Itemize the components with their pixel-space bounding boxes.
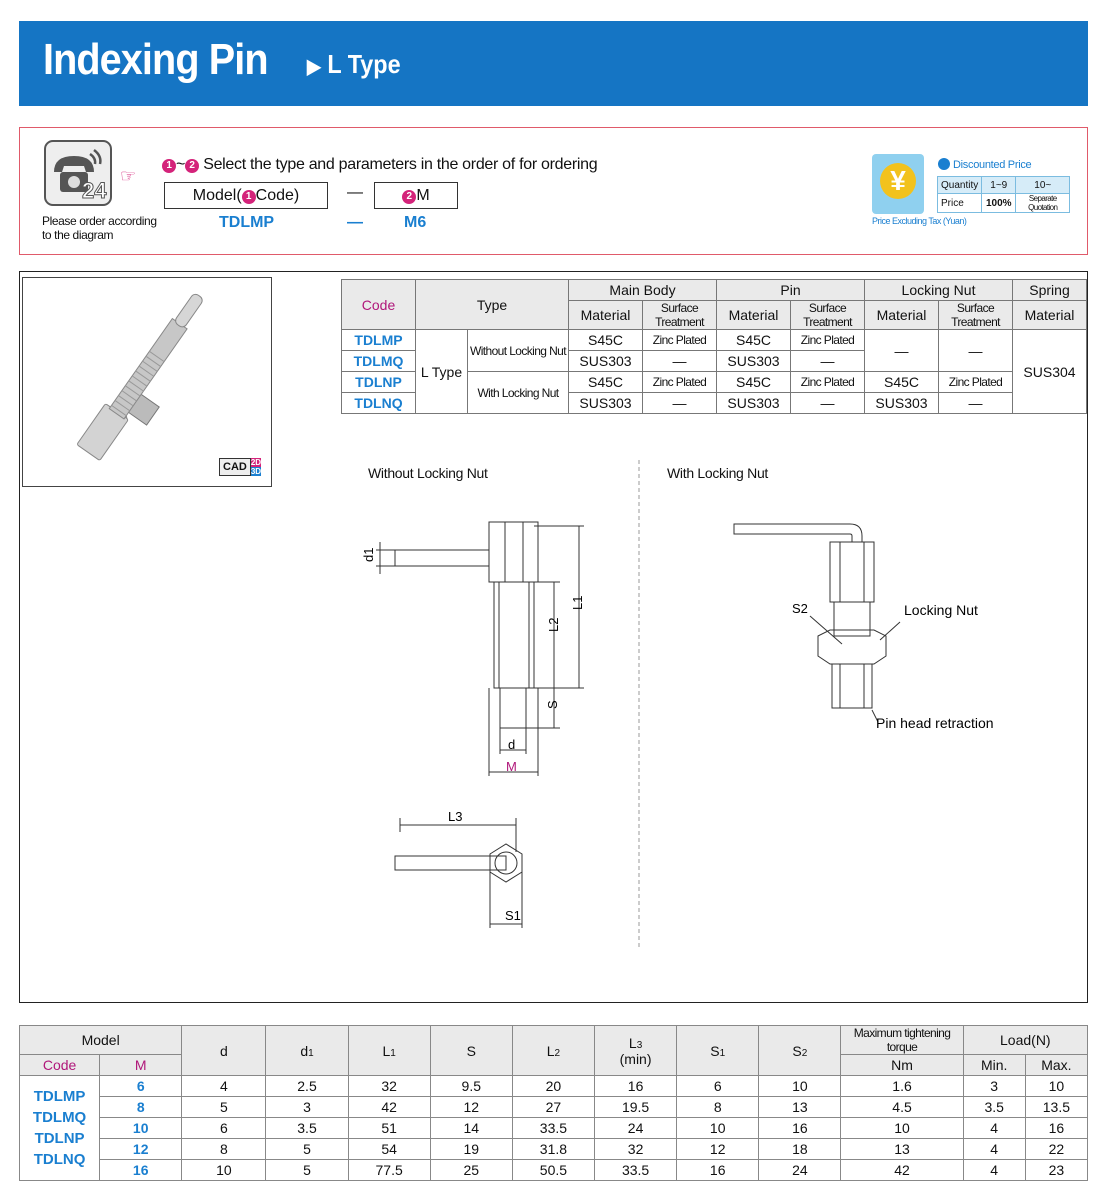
- example-param: M6: [404, 214, 427, 231]
- example-dash: —: [347, 214, 363, 231]
- L1-label: L1: [570, 595, 585, 610]
- cad-badge: CAD 2D 3D: [219, 458, 261, 476]
- phone-24-icon: [44, 140, 112, 206]
- dot-icon: [938, 158, 950, 170]
- page-title: Indexing Pin: [43, 35, 268, 84]
- example-code: TDLMP: [219, 214, 275, 231]
- triangle-icon: ▶: [307, 56, 321, 78]
- order-note: Please order according to the diagram: [42, 214, 157, 242]
- separator-dash: —: [347, 184, 363, 201]
- yen-icon: ¥: [872, 154, 924, 214]
- M-label: M: [506, 759, 517, 774]
- ordering-panel: [19, 127, 1088, 255]
- pin-head-label: Pin head retraction: [876, 715, 994, 731]
- spec-table: Code Type Main Body Pin Locking Nut Spring Material Surface Treatment Material Surface Treatment Material Surface Treatment Material TDLMP L Type Without Locking Nut S45C Zinc Plated S45C Zinc Plated — — SUS304 TDLMQ SUS303 — SUS303 — TDLNP With Locking Nut S45C Zinc Plated S45C Zinc Plated S45C Zinc Plated TDLNQ SUS303 — SUS303 — SUS303 —: [341, 279, 1087, 414]
- svg-text:24: 24: [82, 178, 107, 203]
- pointing-hand-icon: ☞: [120, 166, 137, 186]
- S2-label: S2: [792, 601, 808, 616]
- technical-drawing: [20, 272, 1087, 1002]
- model-code-box: Model( 1 Code): [164, 182, 328, 209]
- right-diagram-title: With Locking Nut: [667, 465, 769, 481]
- discount-label: Discounted Price: [938, 158, 1031, 171]
- price-tax-note: Price Excluding Tax (Yuan): [872, 216, 967, 226]
- L3-label: L3: [448, 809, 463, 824]
- S-label: S: [545, 700, 560, 709]
- S1-label: S1: [505, 908, 521, 923]
- left-diagram-title: Without Locking Nut: [368, 465, 488, 481]
- product-panel: [19, 271, 1088, 1003]
- d1-label: d1: [361, 547, 376, 562]
- page-subtitle: ▶ L Type: [307, 49, 401, 79]
- L2-label: L2: [546, 617, 561, 632]
- locking-nut-label: Locking Nut: [904, 602, 978, 618]
- dimension-table: Model d d1 L1 S L2 L3 (min) S1 S2 Maximum tightening torque Load(N) Code M Nm Min. Max. TDLMP TDLMQ TDLNP TDLNQ 6 4 2.5 32 9.5 20 16 6 10 1.6 3 10 8 5 3 42 12 27 19.5 8 13 4.5 3.5 13.5 10 6 3.5 51 14 33.5 24 10 16 10 4 16 12 8 5 54 19 31.8 32 12 18 13 4 22 16 10 5 77.5 25 50.5 33.5 16 24 42 4 23: [19, 1025, 1088, 1181]
- param-box: 2 M: [374, 182, 458, 209]
- title-banner: [19, 21, 1088, 106]
- discount-table: Quantity 1~9 10~ Price 100% Separate Quotation: [937, 176, 1070, 213]
- order-instruction: 1 ~ 2 Select the type and parameters in the order of for ordering: [162, 156, 597, 174]
- d-label: d: [508, 737, 516, 752]
